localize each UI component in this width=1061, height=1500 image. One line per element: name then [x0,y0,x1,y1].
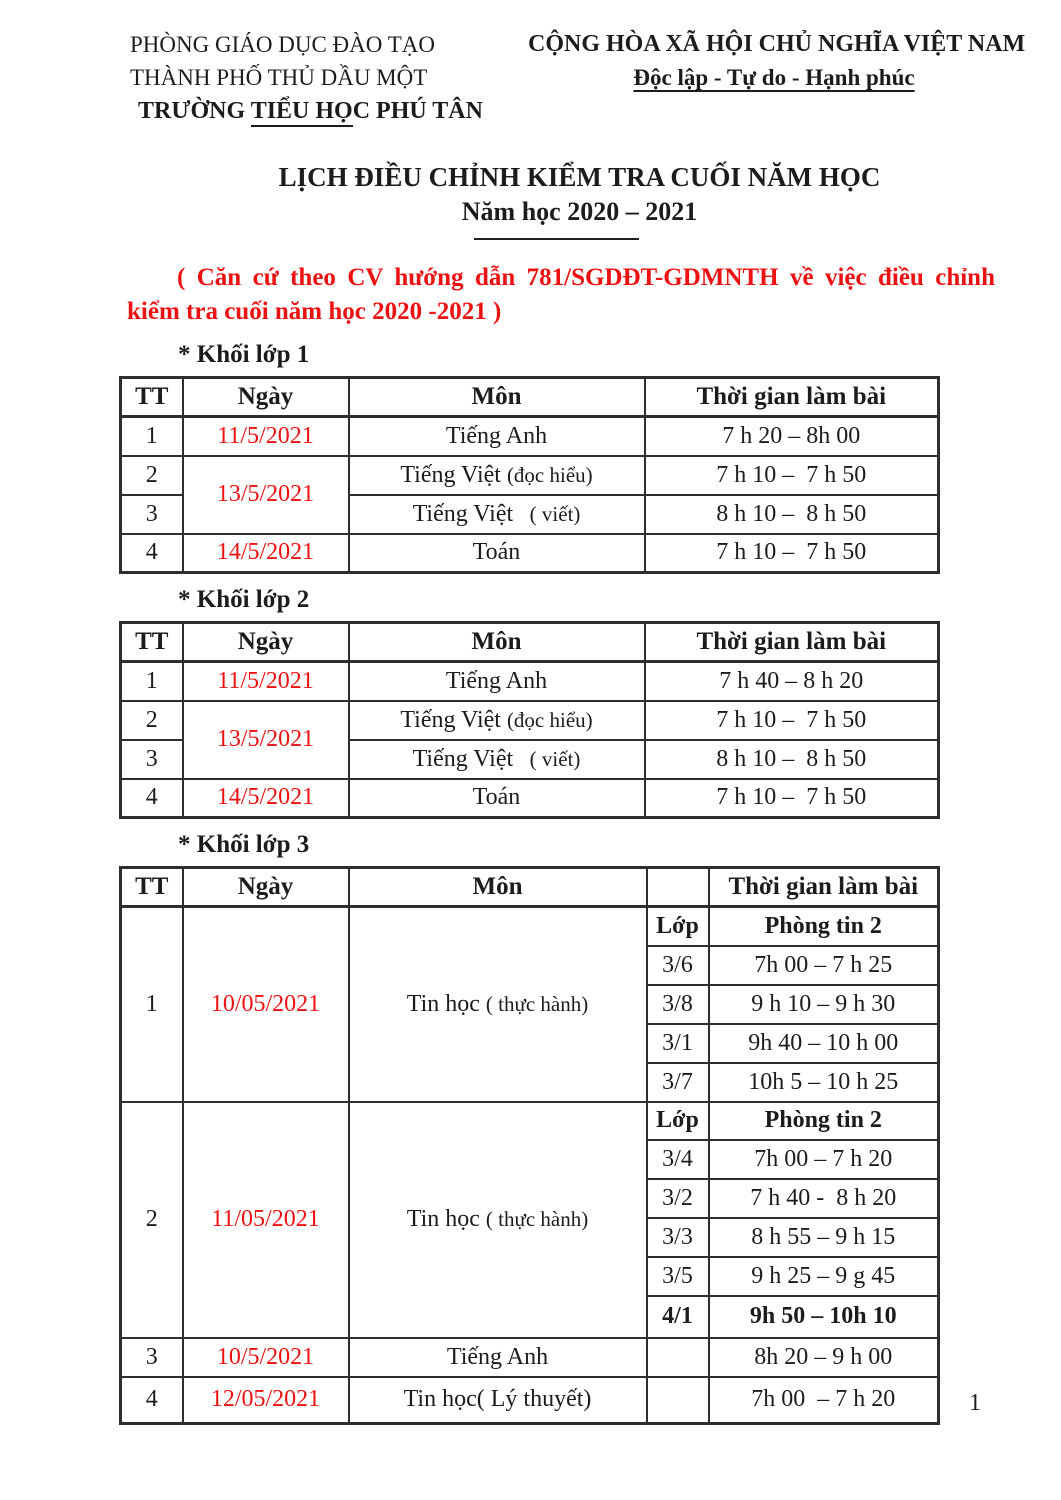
school-name-underlined: TIỂU HỌ [251,98,353,127]
cell-time: 10h 5 – 10 h 25 [709,1063,939,1102]
grade2-heading: * Khối lớp 2 [178,586,310,613]
subject-note: ( viết) [519,746,581,771]
cell-time: 7 h 20 – 8h 00 [645,417,939,456]
document-header [119,28,1026,128]
document-subtitle: Năm học 2020 – 2021 [461,197,698,226]
cell-class: 3/8 [647,985,709,1024]
cell-time: 9h 50 – 10h 10 [709,1296,939,1338]
cell-time: 8 h 10 – 8 h 50 [645,740,939,779]
table-header-row [121,623,939,662]
grade1-table [119,376,940,574]
table-row [121,1377,939,1424]
cell-tt: 1 [121,662,183,701]
col-header-time: Thời gian làm bài [645,623,939,662]
cell-date-merged: 13/5/2021 [183,701,349,779]
cell-subject [349,495,645,534]
cell-time: 7 h 10 – 7 h 50 [645,779,939,818]
cell-class: 3/4 [647,1140,709,1179]
cell-class: 3/3 [647,1218,709,1257]
cell-time: 9h 40 – 10 h 00 [709,1024,939,1063]
document-title: LỊCH ĐIỀU CHỈNH KIỂM TRA CUỐI NĂM HỌC [278,162,881,192]
cell-tt: 4 [121,779,183,818]
cell-class-header: Lớp [647,1102,709,1140]
cell-date-merged: 10/05/2021 [183,907,349,1102]
page-number: 1 [969,1390,981,1416]
cell-date-merged: 13/5/2021 [183,456,349,534]
cell-subject-merged [349,907,647,1102]
cell-class-empty [647,1338,709,1377]
subject-note: ( viết) [519,501,581,526]
cell-room-header: Phòng tin 2 [709,1102,939,1140]
cell-class: 3/5 [647,1257,709,1296]
authority-line-2: THÀNH PHỐ THỦ DẦU MỘT [130,65,428,90]
subject-main: Tiếng Việt [400,461,501,488]
cell-date: 12/05/2021 [183,1377,349,1424]
section-header-row [121,1102,939,1140]
cell-subject [349,534,645,573]
col-header-date: Ngày [183,378,349,417]
cell-class: 3/7 [647,1063,709,1102]
cell-tt: 2 [121,701,183,740]
cell-class-empty [647,1377,709,1424]
col-header-time: Thời gian làm bài [709,868,939,907]
cell-tt-merged: 1 [121,907,183,1102]
national-motto-block [528,28,1026,96]
col-header-subject: Môn [349,623,645,662]
cell-time: 7 h 10 – 7 h 50 [645,534,939,573]
col-header-tt: TT [121,868,183,907]
section-header-row [121,907,939,946]
cell-tt: 2 [121,456,183,495]
col-header-time: Thời gian làm bài [645,378,939,417]
col-header-tt: TT [121,623,183,662]
col-header-blank [647,868,709,907]
table-row [121,662,939,701]
cell-date: 10/5/2021 [183,1338,349,1377]
cell-time: 8 h 55 – 9 h 15 [709,1218,939,1257]
cell-tt-merged: 2 [121,1102,183,1338]
basis-paragraph [127,261,995,329]
issuing-authority-block [130,28,483,128]
cell-time: 7 h 10 – 7 h 50 [645,456,939,495]
cell-subject [349,662,645,701]
subject-main: Tiếng Anh [445,422,548,449]
subject-note: (đọc hiểu) [506,462,593,487]
subject-main: Tin học [406,1206,480,1232]
subject-note: (đọc hiểu) [506,707,593,732]
col-header-tt: TT [121,378,183,417]
cell-subject-merged [349,1102,647,1338]
authority-line-1: PHÒNG GIÁO DỤC ĐÀO TẠO [130,32,435,57]
grade3-heading: * Khối lớp 3 [178,831,310,858]
cell-tt: 3 [121,495,183,534]
table-row [121,417,939,456]
title-divider [474,238,639,240]
cell-class: 3/2 [647,1179,709,1218]
col-header-date: Ngày [183,623,349,662]
cell-time: 9 h 25 – 9 g 45 [709,1257,939,1296]
table-row [121,701,939,740]
school-name [130,95,483,128]
school-name-suffix: C PHÚ TÂN [352,98,483,124]
cell-tt: 3 [121,740,183,779]
cell-time: 7 h 40 - 8 h 20 [709,1179,939,1218]
cell-subject [349,779,645,818]
cell-subject [349,456,645,495]
cell-time: 7h 00 – 7 h 25 [709,946,939,985]
cell-subject [349,740,645,779]
cell-tt: 3 [121,1338,183,1377]
cell-class: 4/1 [647,1296,709,1338]
cell-class: 3/6 [647,946,709,985]
cell-room-header: Phòng tin 2 [709,907,939,946]
grade3-table [119,866,940,1425]
cell-tt: 1 [121,417,183,456]
table-header-row [121,378,939,417]
cell-time: 7h 00 – 7 h 20 [709,1140,939,1179]
national-motto: Độc lập - Tự do - Hạnh phúc [633,65,915,90]
basis-line-2: kiểm tra cuối năm học 2020 -2021 ) [127,298,502,325]
table-row [121,534,939,573]
subject-note: ( thực hành) [485,1207,589,1231]
school-name-prefix: TRƯỜNG [138,98,251,124]
cell-time: 7 h 40 – 8 h 20 [645,662,939,701]
basis-line-1: ( Căn cứ theo CV hướng dẫn 781/SGDĐT-GDMNTH về việc điều chỉnh [177,264,995,291]
cell-date: 11/5/2021 [183,417,349,456]
cell-date-merged: 11/05/2021 [183,1102,349,1338]
cell-subject [349,701,645,740]
subject-main: Tin học( Lý thuyết) [403,1386,592,1413]
table-header-row [121,868,939,907]
cell-subject [349,1377,647,1424]
col-header-subject: Môn [349,378,645,417]
subject-note: ( thực hành) [485,991,589,1016]
subject-main: Tin học [406,990,480,1017]
subject-main: Tiếng Việt [412,500,514,527]
cell-time: 7 h 10 – 7 h 50 [645,701,939,740]
cell-time: 8h 20 – 9 h 00 [709,1338,939,1377]
subject-main: Toán [472,784,521,811]
cell-date: 14/5/2021 [183,534,349,573]
national-title: CỘNG HÒA XÃ HỘI CHỦ NGHĨA VIỆT NAM [528,31,1026,57]
subject-main: Tiếng Việt [412,745,514,772]
document-title-block [119,160,994,240]
cell-tt: 4 [121,534,183,573]
subject-main: Tiếng Việt [400,706,501,733]
col-header-subject: Môn [349,868,647,907]
subject-main: Tiếng Anh [446,1343,549,1370]
cell-class: 3/1 [647,1024,709,1063]
cell-date: 11/5/2021 [183,662,349,701]
cell-date: 14/5/2021 [183,779,349,818]
subject-main: Tiếng Anh [445,667,548,694]
cell-time: 9 h 10 – 9 h 30 [709,985,939,1024]
subject-main: Toán [472,539,521,566]
cell-time: 7h 00 – 7 h 20 [709,1377,939,1424]
table-row [121,779,939,818]
table-row [121,1338,939,1377]
table-row [121,456,939,495]
col-header-date: Ngày [183,868,349,907]
cell-subject [349,417,645,456]
grade1-heading: * Khối lớp 1 [178,341,310,368]
cell-time: 8 h 10 – 8 h 50 [645,495,939,534]
grade2-table [119,621,940,819]
cell-class-header: Lớp [647,907,709,946]
cell-tt: 4 [121,1377,183,1424]
cell-subject [349,1338,647,1377]
